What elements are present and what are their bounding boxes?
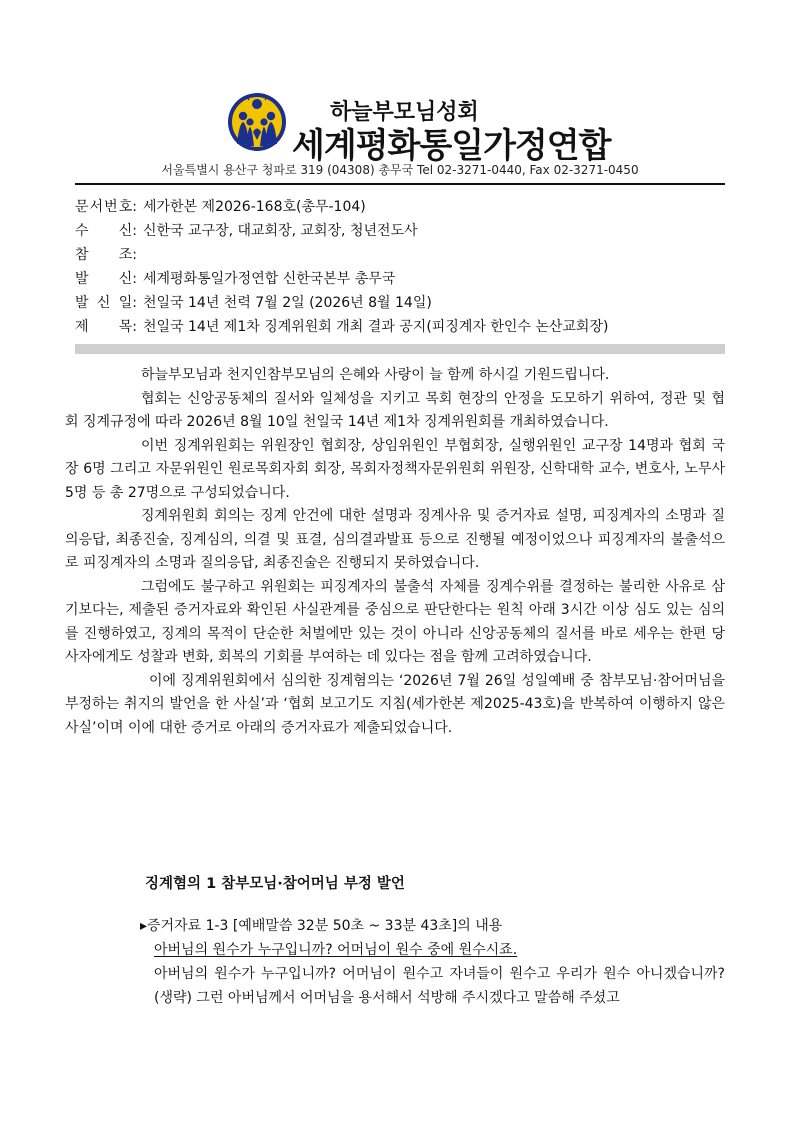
body-paragraph: 하늘부모님과 천지인참부모님의 은혜와 사랑이 늘 함께 하시길 기원드립니다. <box>141 367 610 383</box>
evidence-full-text: 아버님의 원수가 누구입니까? 어머님이 원수고 자녀들이 원수고 우리가 원수 아니겠습니까? (생략) 그런 아버님께서 어머님을 용서해서 석방해 주시겠다고 말씀해 주셨고 <box>154 966 725 1006</box>
document-meta <box>75 195 725 339</box>
meta-label-char: 수 <box>75 223 89 239</box>
meta-label <box>75 315 137 339</box>
body-paragraph: 그럼에도 불구하고 위원회는 피징계자의 불출석 자체를 징계수위를 결정하는 불리한 사유로 삼기보다는, 제출된 증거자료와 확인된 사실관계를 중심으로 판단한다는 원칙 아래 3시간 이상 심도 있는 심의를 진행하였고, 징계의 목적이 단순한 처벌에만 있는 것이 아니라 신앙공동체의 질서를 바로 세우는 한편 당사자에게도 성찰과 변화, 회복의 기회를 부여하는 데 있다는 점을 함께 고려하였습니다. <box>65 578 725 665</box>
meta-label <box>75 291 137 315</box>
meta-label-char: 조: <box>118 247 137 263</box>
meta-value: 세가한본 제2026-168호(총무-104) <box>143 199 366 215</box>
org-subtitle: 하늘부모님성회 <box>330 100 479 125</box>
meta-value: 천일국 14년 천력 7월 2일 (2026년 8월 14일) <box>143 295 432 311</box>
section-title: 징계혐의 1 참부모님·참어머님 부정 발언 <box>145 876 405 892</box>
meta-label-char: 신: <box>118 271 137 287</box>
evidence-quote <box>140 938 725 962</box>
meta-label <box>75 195 137 219</box>
evidence-heading <box>140 914 725 938</box>
body-paragraph: 이에 징계위원회에서 심의한 징계혐의는 ‘2026년 7월 26일 성일예배 중 참부모님·참어머님을 부정하는 취지의 발언을 한 사실’과 ‘협회 보고기도 지침(세가한본 제2025-43호)을 반복하여 이행하지 않은 사실’이며 이에 대한 증거로 아래의 증거자료가 제출되었습니다. <box>65 672 725 736</box>
meta-value <box>137 243 725 267</box>
meta-label <box>75 267 137 291</box>
meta-value: 세계평화통일가정연합 신한국본부 총무국 <box>143 271 396 287</box>
evidence-heading-text: 증거자료 1-3 [예배말씀 32분 50초 ~ 33분 43초]의 내용 <box>147 918 503 934</box>
meta-row <box>75 291 725 315</box>
meta-label-char: 참 <box>75 247 89 263</box>
org-name: 세계평화통일가정연합 <box>292 126 611 166</box>
meta-row <box>75 243 725 267</box>
meta-label-char: 번 <box>104 199 118 215</box>
evidence-block <box>140 914 725 1010</box>
body-paragraph: 징계위원회 회의는 징계 안건에 대한 설명과 징계사유 및 증거자료 설명, 피징계자의 소명과 질의응답, 최종진술, 징계심의, 의결 및 표결, 심의결과발표 등으로 진행될 예정이었으나 피징계자의 불출석으로 피징계자의 소명과 질의응답, 최종진술은 진행되지 못하였습니다. <box>65 508 725 571</box>
meta-value: 천일국 14년 제1차 징계위원회 개최 결과 공지(피징계자 한인수 논산교회장) <box>143 319 609 335</box>
meta-value: 신한국 교구장, 대교회장, 교회장, 청년전도사 <box>143 223 418 239</box>
body-paragraph: 협회는 신앙공동체의 질서와 일체성을 지키고 목회 현장의 안정을 도모하기 위하여, 정관 및 협회 징계규정에 따라 2026년 8월 10일 천일국 14년 제1차 징계위원회를 개최하였습니다. <box>65 390 725 430</box>
meta-label-char: 문 <box>75 199 89 215</box>
meta-label-char: 일: <box>118 295 137 311</box>
bullet-icon: ▸ <box>140 918 148 934</box>
org-address: 서울특별시 용산구 청파로 319 (04308) 총무국 Tel 02-3271-0440, Fax 02-3271-0450 <box>161 163 639 177</box>
meta-label-char: 신: <box>118 223 137 239</box>
meta-label-char: 목: <box>118 319 137 335</box>
meta-label <box>75 243 137 267</box>
meta-label-char: 신 <box>96 295 111 311</box>
meta-label-char: 발 <box>75 271 89 287</box>
meta-label-char: 발 <box>75 295 89 311</box>
meta-label-char: 제 <box>75 319 89 335</box>
meta-row <box>75 219 725 243</box>
evidence-quote-text: 아버님의 원수가 누구입니까? 어머님이 원수 중에 원수시죠. <box>154 942 518 958</box>
meta-label-char: 호: <box>118 199 137 215</box>
meta-row <box>75 195 725 219</box>
meta-label <box>75 219 137 243</box>
header-divider <box>75 183 725 185</box>
document-body <box>65 364 725 740</box>
meta-divider-bar <box>75 344 725 354</box>
meta-row <box>75 267 725 291</box>
meta-row <box>75 315 725 339</box>
body-paragraph: 이번 징계위원회는 위원장인 협회장, 상임위원인 부협회장, 실행위원인 교구장 14명과 협회 국장 6명 그리고 자문위원인 원로목회자회 회장, 목회자정책자문위원회 위원장, 신학대학 교수, 변호사, 노무사 5명 등 총 27명으로 구성되었습니다. <box>65 437 725 501</box>
family-federation-emblem-icon <box>227 92 287 152</box>
meta-label-char: 서 <box>89 199 104 215</box>
